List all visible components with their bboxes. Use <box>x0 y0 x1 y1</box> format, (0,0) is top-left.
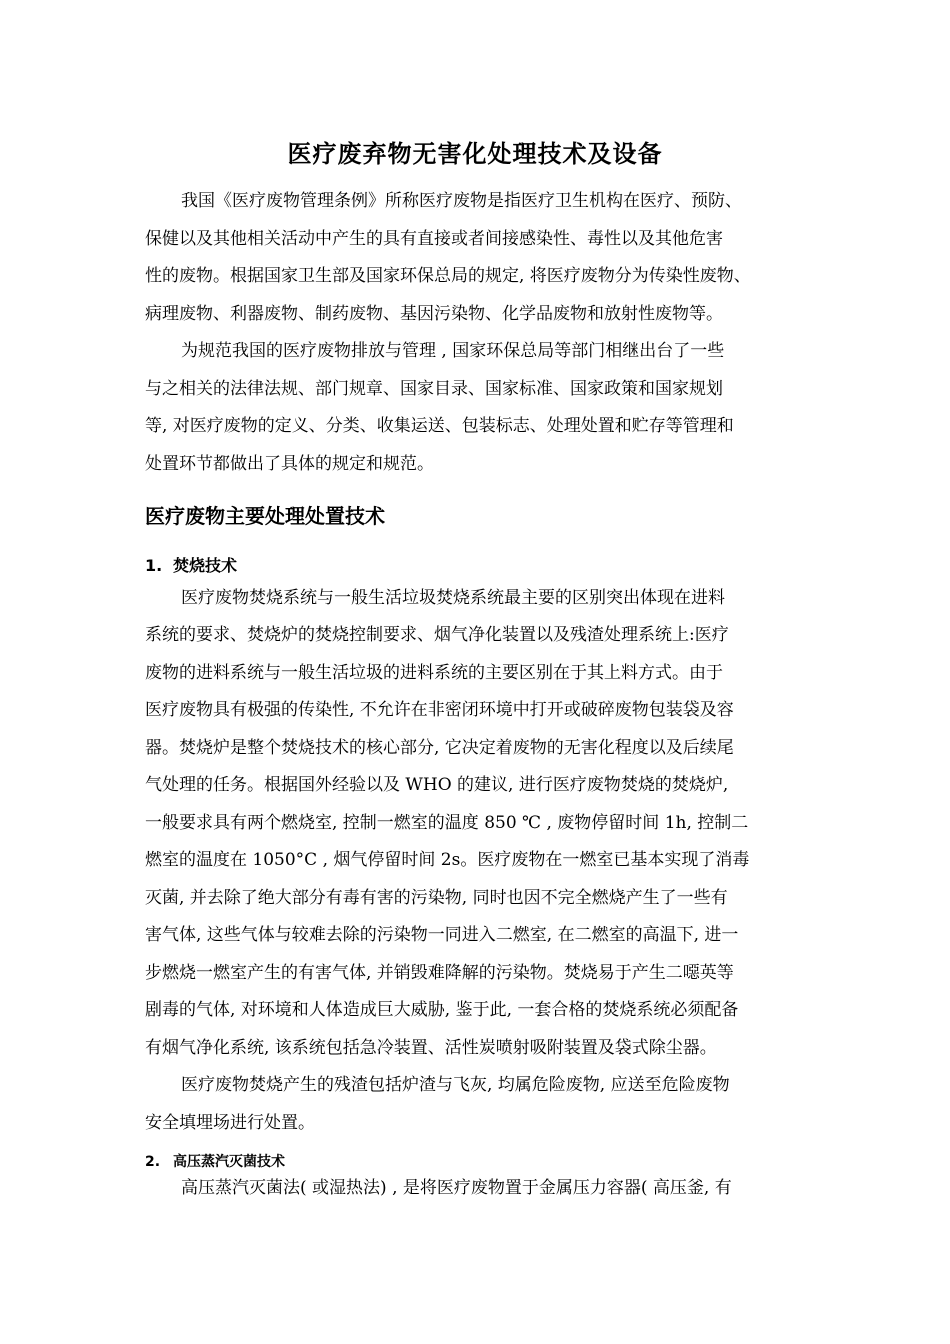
sub1-p1-line-12: 剧毒的气体, 对环境和人体造成巨大威胁, 鉴于此, 一套合格的焚烧系统必须配备 <box>145 1000 739 1020</box>
sub1-p1-line-6: 气处理的任务。根据国外经验以及 WHO 的建议, 进行医疗废物焚烧的焚烧炉, <box>145 775 729 795</box>
sub1-p1-line-10: 害气体, 这些气体与较难去除的污染物一同进入二燃室, 在二燃室的高温下, 进一 <box>145 925 739 945</box>
subsection-2-number: 2. <box>145 1154 161 1170</box>
intro-p1-line-2: 保健以及其他相关活动中产生的具有直接或者间接感染性、毒性以及其他危害 <box>145 229 723 249</box>
sub1-p1-line-4: 医疗废物具有极强的传染性, 不允许在非密闭环境中打开或破碎废物包装袋及容 <box>145 700 734 720</box>
subsection-2-title: 高压蒸汽灭菌技术 <box>173 1154 285 1170</box>
sub1-p1-line-1: 医疗废物焚烧系统与一般生活垃圾焚烧系统最主要的区别突出体现在进料 <box>181 588 725 608</box>
sub1-p2-line-2: 安全填埋场进行处置。 <box>145 1113 315 1133</box>
subsection-2-heading <box>145 1151 285 1171</box>
sub1-p1-line-8: 燃室的温度在 1050°C , 烟气停留时间 2s。医疗废物在一燃室已基本实现了消毒 <box>145 850 750 870</box>
intro-p1-line-3: 性的废物。根据国家卫生部及国家环保总局的规定, 将医疗废物分为传染性废物、 <box>145 266 751 286</box>
sub2-p1-line-1: 高压蒸汽灭菌法( 或湿热法) , 是将医疗废物置于金属压力容器( 高压釜, 有 <box>181 1178 732 1198</box>
intro-p2-line-2: 与之相关的法律法规、部门规章、国家目录、国家标准、国家政策和国家规划 <box>145 379 723 399</box>
sub1-p1-line-13: 有烟气净化系统, 该系统包括急冷装置、活性炭喷射吸附装置及袋式除尘器。 <box>145 1038 717 1058</box>
sub1-p1-line-3: 废物的进料系统与一般生活垃圾的进料系统的主要区别在于其上料方式。由于 <box>145 663 723 683</box>
sub1-p1-line-5: 器。焚烧炉是整个焚烧技术的核心部分, 它决定着废物的无害化程度以及后续尾 <box>145 738 734 758</box>
sub1-p1-line-7: 一般要求具有两个燃烧室, 控制一燃室的温度 850 ℃ , 废物停留时间 1h, 控制二 <box>145 813 749 833</box>
intro-p2-line-4: 处置环节都做出了具体的规定和规范。 <box>145 454 434 474</box>
intro-p2-line-1: 为规范我国的医疗废物排放与管理 , 国家环保总局等部门相继出台了一些 <box>181 341 725 361</box>
intro-p1-line-4: 病理废物、利器废物、制药废物、基因污染物、化学品废物和放射性废物等。 <box>145 304 723 324</box>
sub1-p2-line-1: 医疗废物焚烧产生的残渣包括炉渣与飞灰, 均属危险废物, 应送至危险废物 <box>181 1075 730 1095</box>
intro-p1-line-1: 我国《医疗废物管理条例》所称医疗废物是指医疗卫生机构在医疗、预防、 <box>181 191 742 211</box>
document-title: 医疗废弃物无害化处理技术及设备 <box>287 140 663 168</box>
sub1-p1-line-9: 灭菌, 并去除了绝大部分有毒有害的污染物, 同时也因不完全燃烧产生了一些有 <box>145 888 728 908</box>
subsection-1-title: 焚烧技术 <box>173 556 238 575</box>
intro-p2-line-3: 等, 对医疗废物的定义、分类、收集运送、包装标志、处理处置和贮存等管理和 <box>145 416 734 436</box>
section-heading: 医疗废物主要处理处置技术 <box>145 504 385 528</box>
subsection-1-heading <box>145 553 237 576</box>
subsection-1-number: 1. <box>145 556 163 575</box>
sub1-p1-line-2: 系统的要求、焚烧炉的焚烧控制要求、烟气净化装置以及残渣处理系统上:医疗 <box>145 625 729 645</box>
sub1-p1-line-11: 步燃烧一燃室产生的有害气体, 并销毁难降解的污染物。焚烧易于产生二噁英等 <box>145 963 734 983</box>
